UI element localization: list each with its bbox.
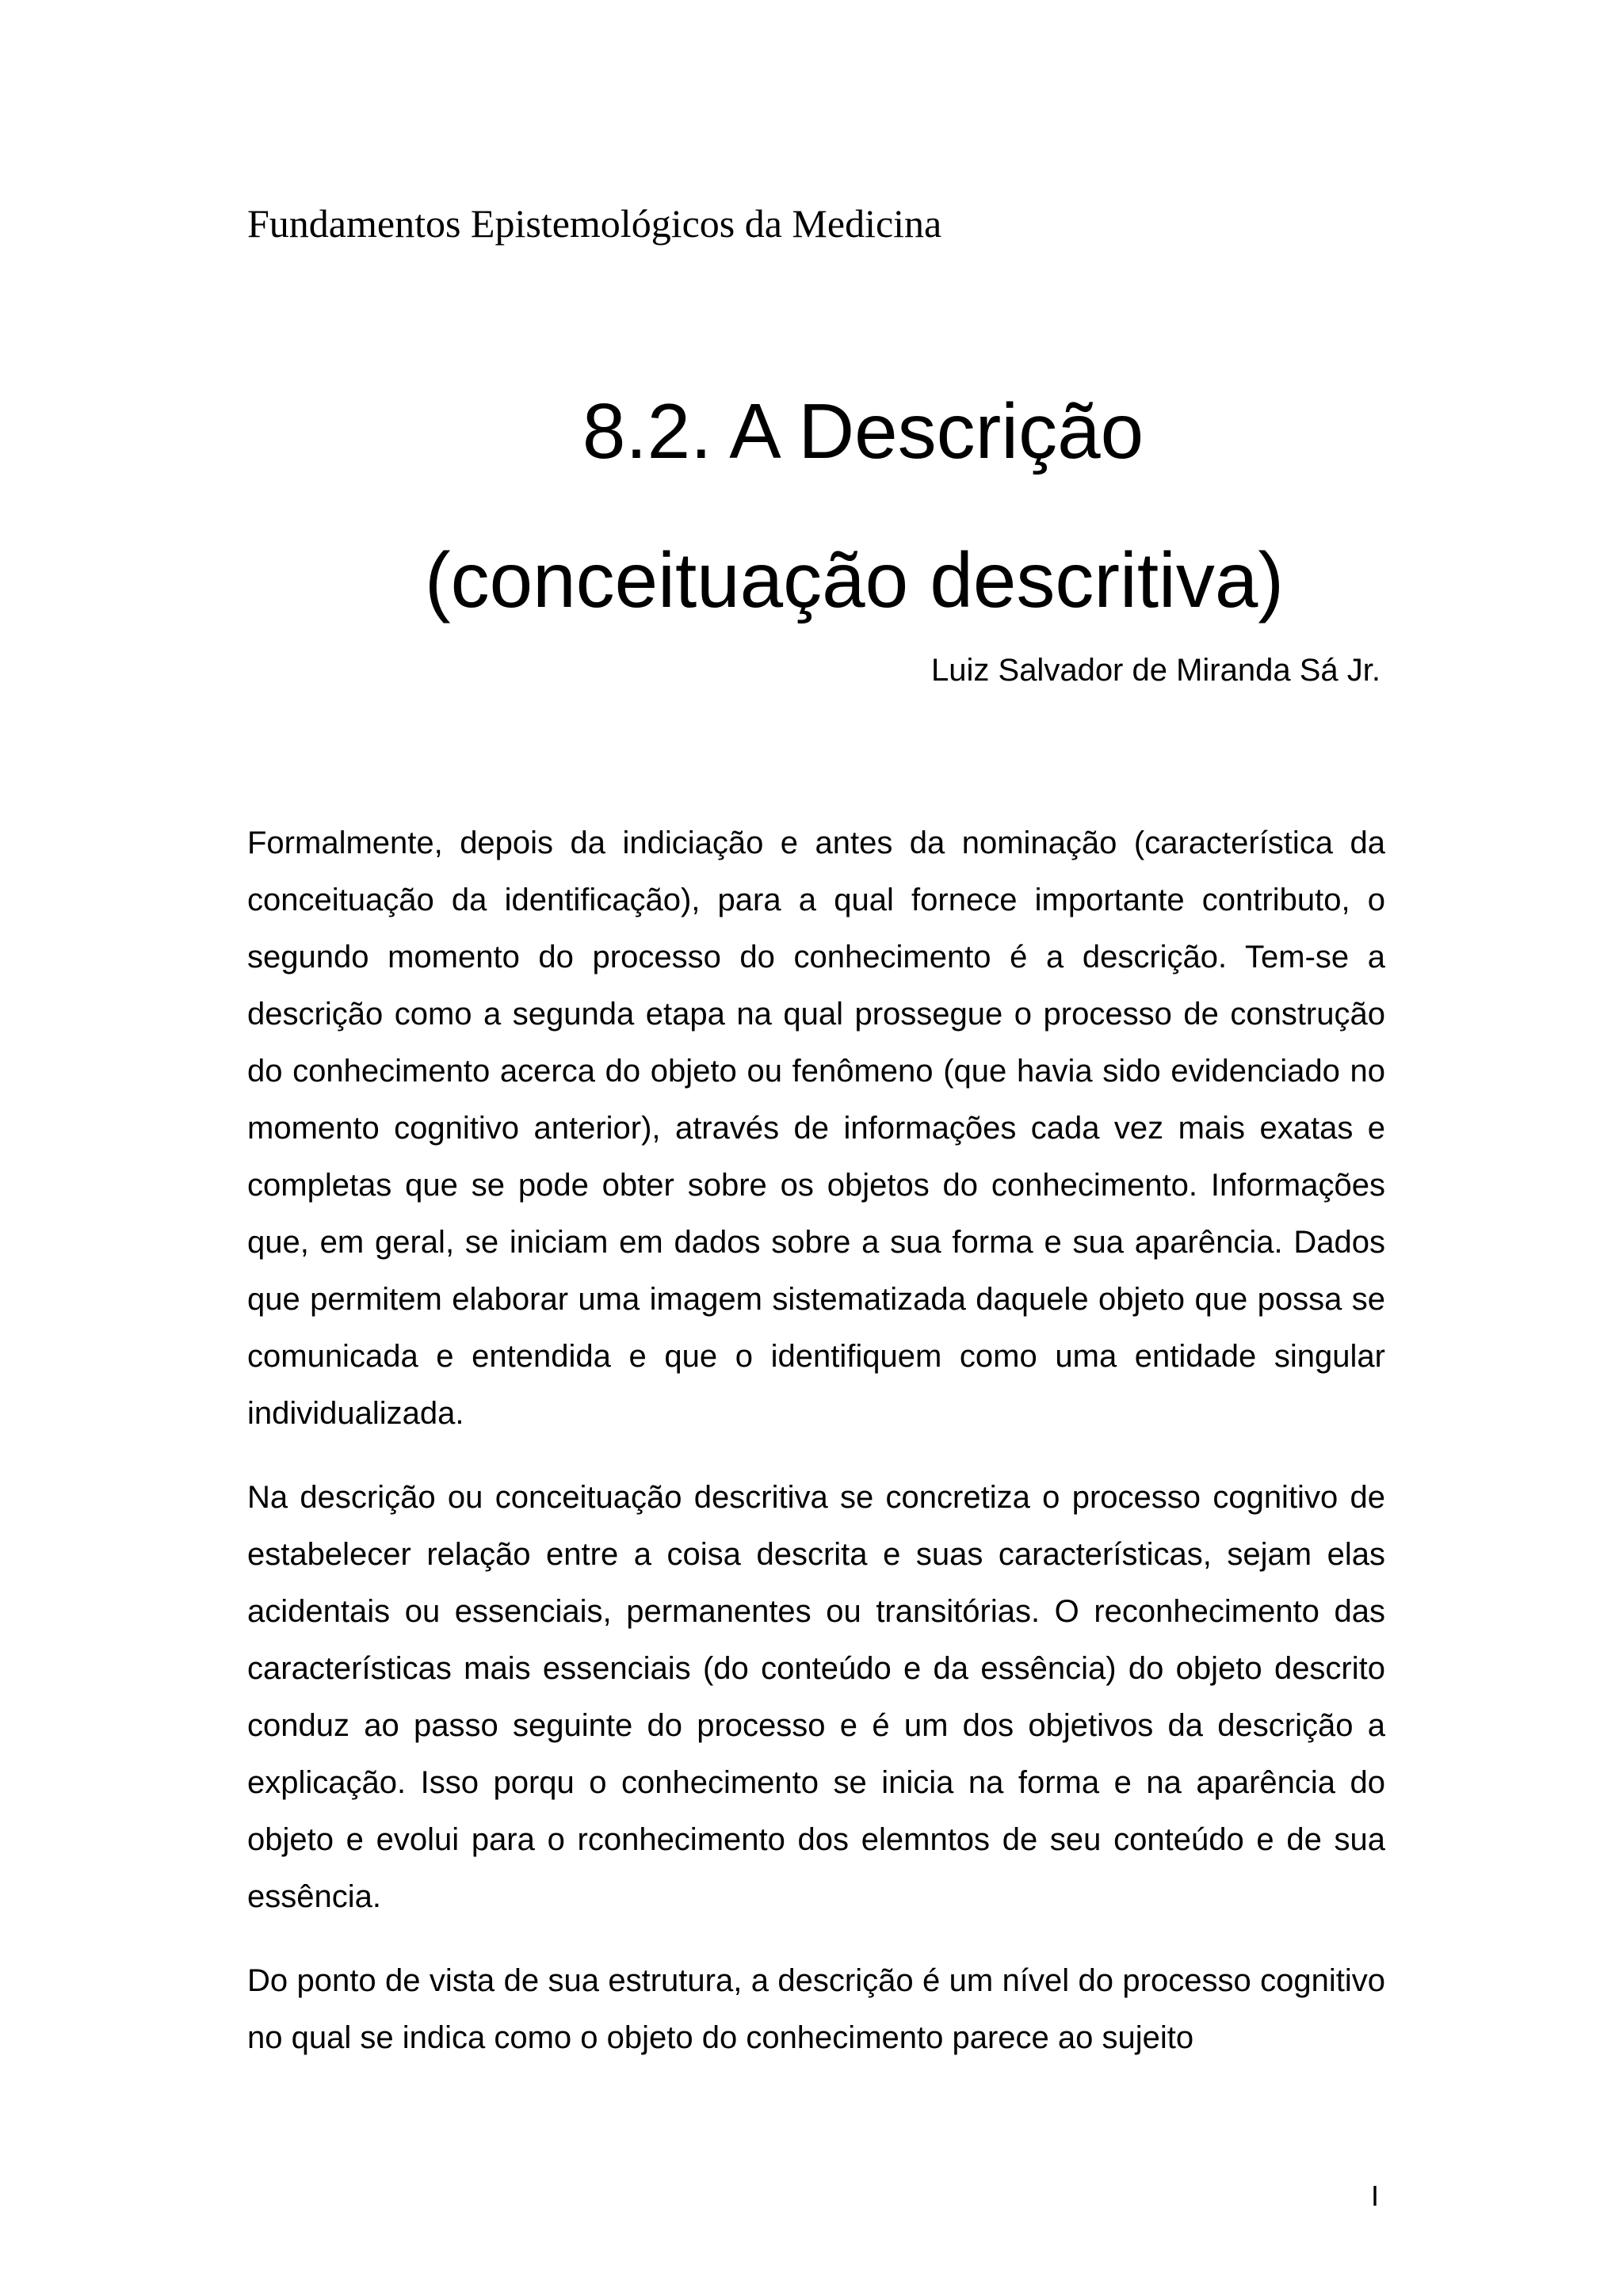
paragraph-1: Formalmente, depois da indiciação e antes da nominação (característica da conceituação da identificação), para a qual fornece importante contributo, o segundo momento do processo do conhecimento é a descrição. Tem-se a descrição como a segunda etapa na qual prossegue o processo de construção do conhecimento acerca do objeto ou fenômeno (que havia sido evidenciado no momento cognitivo anterior), através de informações cada vez mais exatas e completas que se pode obter sobre os objetos do conhecimento. Informações que, em geral, se iniciam em dados sobre a sua forma e sua aparência. Dados que permitem elaborar uma imagem sistematizada daquele objeto que possa se comunicada e entendida e que o identifiquem como uma entidade singular individualizada. xyxy=(247,826,1385,1431)
paragraph-2: Na descrição ou conceituação descritiva se concretiza o processo cognitivo de estabelecer relação entre a coisa descrita e suas características, sejam elas acidentais ou essenciais, permanentes ou transitórias. O reconhecimento das características mais essenciais (do conteúdo e da essência) do objeto descrito conduz ao passo seguinte do processo e é um dos objetivos da descrição a explicação. Isso porqu o conhecimento se inicia na forma e na aparência do objeto e evolui para o rconhecimento dos elemntos de seu conteúdo e de sua essência. xyxy=(247,1480,1385,1914)
page-number: I xyxy=(1370,2180,1379,2212)
paragraph-3: Do ponto de vista de sua estrutura, a descrição é um nível do processo cognitivo no qual se indica como o objeto do conhecimento parece ao sujeito xyxy=(247,1963,1385,2055)
author-name: Luiz Salvador de Miranda Sá Jr. xyxy=(931,653,1381,688)
chapter-title xyxy=(238,357,1466,654)
chapter-title-line-2: (conceituação descritiva) xyxy=(425,536,1284,624)
running-header: Fundamentos Epistemológicos da Medicina xyxy=(247,201,942,246)
body-text xyxy=(247,814,1385,2093)
chapter-title-line-1: 8.2. A Descrição xyxy=(582,387,1144,475)
